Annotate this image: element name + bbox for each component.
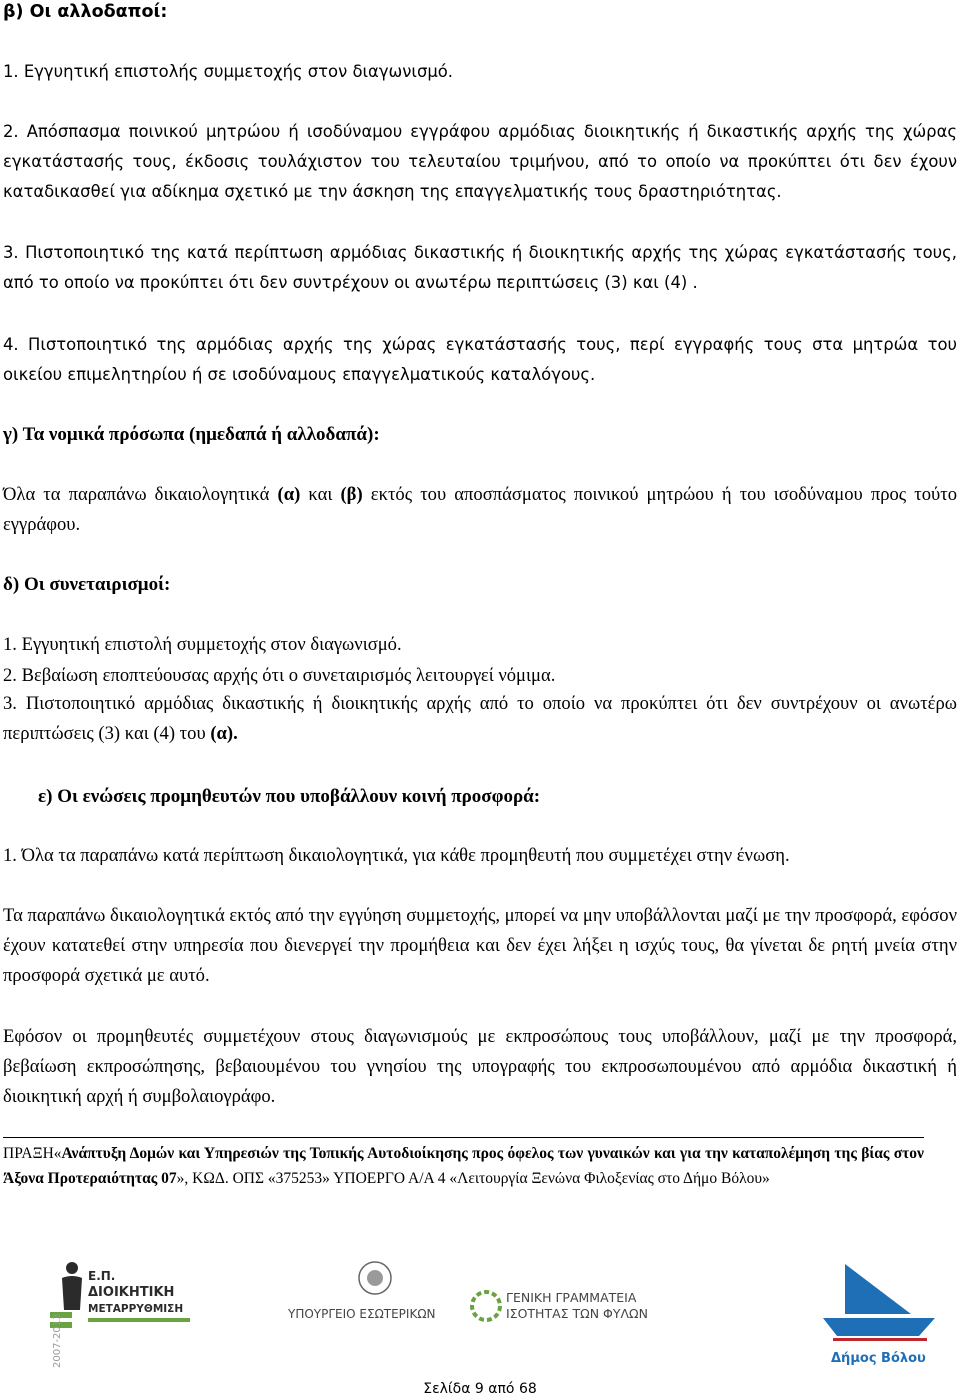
logo3-line1: ΓΕΝΙΚΗ ΓΡΑΜΜΑΤΕΙΑ xyxy=(506,1290,637,1305)
logo1-line1: Ε.Π. xyxy=(88,1269,116,1283)
section-b-item-1: 1. Εγγυητική επιστολής συμμετοχής στον διαγωνισμό. xyxy=(3,62,454,81)
ship-oars-icon xyxy=(833,1338,927,1341)
section-c-text-and: και xyxy=(300,484,341,505)
municipality-volos-logo xyxy=(815,1252,945,1370)
logo1-stripe xyxy=(88,1318,190,1322)
figure-body-icon xyxy=(62,1276,82,1310)
figure-head-icon xyxy=(66,1262,78,1274)
section-c-b-ref: (β) xyxy=(340,484,363,505)
section-c-a-ref: (α) xyxy=(277,484,301,505)
section-d-item-1: 1. Εγγυητική επιστολή συμμετοχής στον διαγωνισμό. xyxy=(3,634,402,655)
section-c-heading: γ) Τα νομικά πρόσωπα (ημεδαπά ή αλλοδαπά): xyxy=(3,424,380,445)
footer-project-text xyxy=(3,1141,924,1191)
section-d-heading: δ) Οι συνεταιρισμοί: xyxy=(3,574,171,595)
logo4-text: Δήμος Βόλου xyxy=(831,1351,926,1366)
section-d-item-2: 2. Βεβαίωση εποπτεύουσας αρχής ότι ο συνεταιρισμός λειτουργεί νόμιμα. xyxy=(3,665,556,686)
gear-icon xyxy=(472,1292,500,1320)
section-e-heading: ε) Οι ενώσεις προμηθευτών που υποβάλλουν κοινή προσφορά: xyxy=(38,786,541,807)
section-c-paragraph xyxy=(3,480,957,540)
section-b-item-2: 2. Απόσπασμα ποινικού μητρώου ή ισοδύναμου εγγράφου αρμόδιας διοικητικής ή δικαστικής αρχής της χώρας εγκατάστασής τους, έκδοσις τουλάχιστον του τελευταίου τριμήνου, από το οποίο να προκύπτει ότι δεν έχουν καταδικασθεί για αδίκημα σχετικό με την άσκηση της επαγγελματικής τους δραστηριότητας. xyxy=(3,122,957,201)
funding-logos xyxy=(0,1250,960,1370)
section-c-text-1: Όλα τα παραπάνω δικαιολογητικά xyxy=(3,484,278,505)
footer-suffix: », ΚΩΔ. ΟΠΣ «375253» ΥΠΟΕΡΓΟ Α/Α 4 «Λειτουργία Ξενώνα Φιλοξενίας στο Δήμο Βόλου» xyxy=(176,1170,770,1187)
section-e-item-1: 1. Όλα τα παραπάνω κατά περίπτωση δικαιολογητικά, για κάθε προμηθευτή που συμμετέχει στην ένωση. xyxy=(3,845,790,866)
ship-sail-icon xyxy=(845,1264,911,1314)
page-number: Σελίδα 9 από 68 xyxy=(423,1381,537,1397)
logo1-years: 2007-2013 xyxy=(52,1313,63,1368)
gender-equality-logo xyxy=(470,1250,680,1370)
section-d-item-3-text: 3. Πιστοποιητικό αρμόδιας δικαστικής ή διοικητικής αρχής από το οποίο να προκύπτει ότι δεν συντρέχουν οι ανωτέρω περιπτώσεις (3) και (4) του xyxy=(3,693,957,744)
footer-bold-title: Ανάπτυξη Δομών και Υπηρεσιών της Τοπικής Αυτοδιοίκησης προς όφελος των γυναικών και για την καταπολέμηση της βίας στον Άξονα Προτεραιότητας 07 xyxy=(3,1145,924,1187)
section-d-item-3 xyxy=(3,689,957,749)
section-b-item-4: 4. Πιστοποιητικό της αρμόδιας αρχής της χώρας εγκατάστασής τους, περί εγγραφής τους στα μητρώα του οικείου επιμελητηρίου ή σε ισοδύναμους επαγγελματικούς καταλόγους. xyxy=(3,335,957,384)
logo3-line2: ΙΣΟΤΗΤΑΣ ΤΩΝ ΦΥΛΩΝ xyxy=(506,1306,648,1321)
ministry-interior-logo xyxy=(280,1250,480,1370)
section-d-item-3-ref: (α). xyxy=(210,723,238,744)
footer-divider xyxy=(3,1137,924,1138)
logo2-text: ΥΠΟΥΡΓΕΙΟ ΕΣΩΤΕΡΙΚΩΝ xyxy=(288,1307,436,1321)
paragraph-representatives: Εφόσον οι προμηθευτές συμμετέχουν στους διαγωνισμούς με εκπροσώπους τους υποβάλλουν, μαζί με την προσφορά, βεβαίωση εκπροσώπησης, βεβαιουμένου του γνησίου της υπογραφής του εκπροσωπουμένου από αρμόδια δικαστική ή διοικητική αρχή ή συμβολαιογράφο. xyxy=(3,1026,957,1107)
section-c-text-2: εκτός του αποσπάσματος ποινικού μητρώου ή του ισοδύναμου προς τούτο εγγράφου. xyxy=(3,484,958,535)
section-b-heading: β) Οι αλλοδαποί: xyxy=(3,2,168,22)
emblem-inner-icon xyxy=(367,1270,383,1286)
administrative-reform-logo xyxy=(40,1250,200,1370)
ship-hull-icon xyxy=(823,1318,935,1336)
paragraph-documents-submission: Τα παραπάνω δικαιολογητικά εκτός από την εγγύηση συμμετοχής, μπορεί να μην υποβάλλονται μαζί με την προσφορά, εφόσον έχουν κατατεθεί στην υπηρεσία που διενεργεί την προμήθεια και δεν έχει λήξει η ισχύς τους, θα γίνεται δε ρητή μνεία στην προσφορά σχετικά με αυτό. xyxy=(3,905,957,986)
footer-prefix: ΠΡΑΞΗ« xyxy=(3,1145,62,1162)
section-b-item-3: 3. Πιστοποιητικό της κατά περίπτωση αρμόδιας δικαστικής ή διοικητικής αρχής της χώρας εγκατάστασής τους, από το οποίο να προκύπτει ότι δεν συντρέχουν οι ανωτέρω περιπτώσεις (3) και (4) . xyxy=(3,243,957,292)
logo1-line2: ΔΙΟΙΚΗΤΙΚΗ xyxy=(88,1285,175,1300)
logo1-line3: ΜΕΤΑΡΡΥΘΜΙΣΗ xyxy=(88,1303,184,1315)
